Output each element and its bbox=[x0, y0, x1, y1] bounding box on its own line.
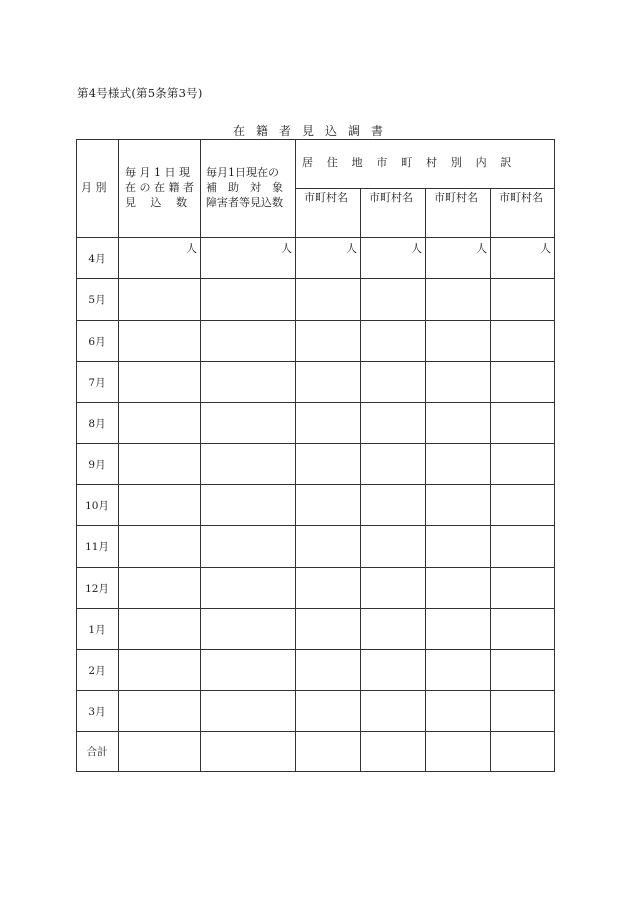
residence-breakdown-header: 居 住 地 市 町 村 別 内 訳 bbox=[302, 156, 513, 169]
month-label: 5月 bbox=[88, 294, 106, 306]
enrolled-col-header-line2: 在 の 在 籍 者 bbox=[125, 181, 194, 194]
month-label: 8月 bbox=[88, 418, 106, 430]
subsidy-col-header-line1: 毎月1日現在の bbox=[206, 166, 279, 179]
unit-label: 人 bbox=[476, 242, 487, 255]
enrolled-col-header-line3: 見 込 数 bbox=[125, 196, 187, 209]
unit-label: 人 bbox=[346, 242, 357, 255]
month-label: 1月 bbox=[88, 624, 106, 636]
month-label: 12月 bbox=[85, 583, 109, 595]
municipality-header-1: 市町村名 bbox=[304, 191, 348, 204]
unit-label: 人 bbox=[186, 242, 197, 255]
enrollment-table bbox=[76, 139, 555, 772]
subsidy-col-header-line3: 障害者等見込数 bbox=[206, 196, 283, 209]
document-title: 在籍者見込調書 bbox=[233, 124, 395, 138]
month-label: 3月 bbox=[88, 706, 106, 718]
month-label: 7月 bbox=[88, 377, 106, 389]
municipality-header-2: 市町村名 bbox=[369, 191, 413, 204]
municipality-header-3: 市町村名 bbox=[434, 191, 478, 204]
month-label: 11月 bbox=[85, 541, 109, 553]
month-label: 4月 bbox=[88, 253, 106, 265]
month-label: 2月 bbox=[88, 665, 106, 677]
total-label: 合計 bbox=[86, 746, 108, 758]
subsidy-col-header-line2: 補 助 対 象 bbox=[206, 181, 283, 194]
form-number-label: 第4号様式(第5条第3号) bbox=[77, 86, 203, 100]
month-label: 9月 bbox=[88, 459, 106, 471]
month-label: 6月 bbox=[88, 336, 106, 348]
month-column-header: 月 別 bbox=[81, 181, 107, 194]
municipality-header-4: 市町村名 bbox=[499, 191, 543, 204]
month-label: 10月 bbox=[85, 500, 109, 512]
unit-label: 人 bbox=[281, 242, 292, 255]
unit-label: 人 bbox=[540, 242, 551, 255]
unit-label: 人 bbox=[411, 242, 422, 255]
enrolled-col-header-line1: 毎 月 1 日 現 bbox=[125, 166, 190, 179]
